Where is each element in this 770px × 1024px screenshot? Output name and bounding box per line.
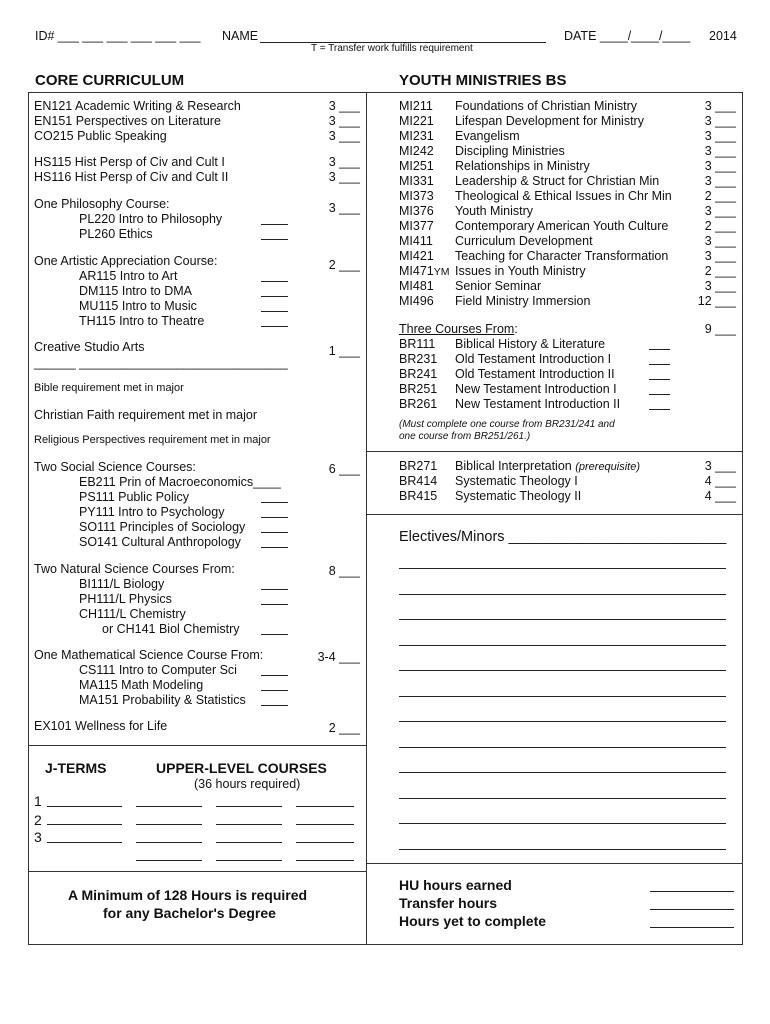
br-note-2: one course from BR251/261.) [399, 431, 531, 442]
hrs-ex101[interactable]: 2 ___ [328, 721, 360, 735]
core-upper-divider [28, 745, 367, 746]
upper-minimum-divider [28, 871, 367, 872]
ym-course-code: MI331 [399, 174, 434, 188]
center-divider [366, 92, 367, 945]
ym-course-code: MI231 [399, 129, 434, 143]
upper-field[interactable] [136, 842, 202, 843]
course-ma151: MA151 Probability & Statistics [79, 693, 246, 707]
course-ph111: PH111/L Physics [79, 592, 172, 606]
hrs-br415[interactable]: 4 ___ [704, 489, 736, 503]
hrs-artistic[interactable]: 2 ___ [328, 258, 360, 272]
br-course-check[interactable] [649, 409, 670, 410]
upper-field[interactable] [216, 824, 282, 825]
course-en151: EN151 Perspectives on Literature [34, 114, 221, 128]
ym-course-code: MI242 [399, 144, 434, 158]
br-course-name: Old Testament Introduction I [455, 352, 612, 366]
check-cs111[interactable] [261, 675, 288, 676]
hrs-br414[interactable]: 4 ___ [704, 474, 736, 488]
check-ch141[interactable] [261, 634, 288, 635]
course-ma115: MA115 Math Modeling [79, 678, 204, 692]
ym-course-name: Curriculum Development [455, 234, 593, 248]
ym-course-name: Teaching for Character Transformation [455, 249, 669, 263]
social-heading: Two Social Science Courses: [34, 460, 196, 474]
check-mu115[interactable] [261, 311, 288, 312]
artistic-heading: One Artistic Appreciation Course: [34, 254, 218, 268]
ym-course-hours[interactable]: 3 ___ [704, 159, 736, 173]
br-divider [366, 451, 743, 452]
ym-course-hours[interactable]: 2 ___ [704, 189, 736, 203]
hu-hours-label: HU hours earned [399, 877, 512, 893]
hrs-co215[interactable]: 3 ___ [328, 129, 360, 143]
course-py111: PY111 Intro to Psychology [79, 505, 225, 519]
br-course-code: BR251 [399, 382, 438, 396]
check-pl220[interactable] [261, 224, 288, 225]
course-th115: TH115 Intro to Theatre [79, 314, 205, 328]
elective-line[interactable] [399, 568, 726, 569]
elective-line[interactable] [399, 696, 726, 697]
check-ps111[interactable] [261, 502, 288, 503]
course-mu115: MU115 Intro to Music [79, 299, 197, 313]
upper-field[interactable] [296, 806, 354, 807]
ym-course-code: MI251 [399, 159, 434, 173]
upper-field[interactable] [296, 860, 354, 861]
hrs-philosophy[interactable]: 3 ___ [328, 201, 360, 215]
ym-course-code-base: MI471 [399, 264, 434, 278]
br-note-1: (Must complete one course from BR231/241 and [399, 419, 615, 430]
hrs-hs115[interactable]: 3 ___ [328, 155, 360, 169]
br-course-check[interactable] [649, 349, 670, 350]
course-hs115: HS115 Hist Persp of Civ and Cult I [34, 155, 225, 169]
ym-course-name: Evangelism [455, 129, 520, 143]
course-ch141: or CH141 Biol Chemistry [102, 622, 240, 636]
id-field[interactable]: ID# ___ ___ ___ ___ ___ ___ [35, 29, 201, 43]
ym-course-name: Discipling Ministries [455, 144, 565, 158]
hrs-en121[interactable]: 3 ___ [328, 99, 360, 113]
philosophy-heading: One Philosophy Course: [34, 197, 170, 211]
br271-prereq: (prerequisite) [575, 461, 641, 473]
ym-course-name: Relationships in Ministry [455, 159, 590, 173]
core-title: CORE CURRICULUM [35, 72, 185, 89]
course-en121: EN121 Academic Writing & Research [34, 99, 241, 113]
ym-course-name: Leadership & Struct for Christian Min [455, 174, 660, 188]
ym-course-name: Senior Seminar [455, 279, 542, 293]
ym-course-code: MI373 [399, 189, 434, 203]
elective-line[interactable] [399, 645, 726, 646]
minimum-line2: for any Bachelor's Degree [103, 905, 276, 921]
creative-heading: Creative Studio Arts [34, 340, 145, 354]
br-course-code: BR111 [399, 337, 436, 351]
code-br415: BR415 [399, 489, 438, 503]
course-pl260: PL260 Ethics [79, 227, 153, 241]
elective-line[interactable] [399, 670, 726, 671]
check-bi111[interactable] [261, 589, 288, 590]
upper-field[interactable] [216, 860, 282, 861]
left-border [28, 92, 29, 945]
right-border [742, 92, 743, 945]
check-ar115[interactable] [261, 281, 288, 282]
hrs-en151[interactable]: 3 ___ [328, 114, 360, 128]
course-br271 [455, 459, 640, 473]
br-course-check[interactable] [649, 364, 670, 365]
elective-line[interactable] [399, 823, 726, 824]
ym-course-name: Foundations of Christian Ministry [455, 99, 638, 113]
ym-course-hours[interactable]: 12 ___ [697, 294, 736, 308]
hu-hours-field[interactable] [650, 891, 734, 892]
ym-course-code: MI221 [399, 114, 434, 128]
jterm-1-field[interactable] [47, 806, 122, 807]
upper-field[interactable] [136, 860, 202, 861]
br-course-code: BR231 [399, 352, 438, 366]
transfer-hours-label: Transfer hours [399, 895, 498, 911]
ym-course-code: MI211 [399, 99, 433, 113]
br271-name: Biblical Interpretation [455, 459, 572, 473]
ym-course-hours[interactable]: 3 ___ [704, 129, 736, 143]
br-course-check[interactable] [649, 394, 670, 395]
br-course-name: New Testament Introduction II [455, 397, 621, 411]
elective-line[interactable] [399, 619, 726, 620]
course-ps111: PS111 Public Policy [79, 490, 190, 504]
ym-course-hours[interactable]: 3 ___ [704, 99, 736, 113]
ym-course-code [399, 264, 450, 278]
upper-field[interactable] [136, 806, 202, 807]
check-so111[interactable] [261, 532, 288, 533]
hrs-hs116[interactable]: 3 ___ [328, 170, 360, 184]
elective-line[interactable] [399, 721, 726, 722]
check-ma115[interactable] [261, 690, 288, 691]
ym-course-hours[interactable]: 2 ___ [704, 219, 736, 233]
code-br271: BR271 [399, 459, 438, 473]
upper-field[interactable] [296, 824, 354, 825]
course-ch111: CH111/L Chemistry [79, 607, 186, 621]
ym-course-code: MI496 [399, 294, 434, 308]
ym-course-hours[interactable]: 3 ___ [704, 279, 736, 293]
hrs-social[interactable]: 6 ___ [328, 462, 360, 476]
hrs-creative[interactable]: 1 ___ [328, 344, 360, 358]
check-pl260[interactable] [261, 239, 288, 240]
transfer-hours-field[interactable] [650, 909, 734, 910]
bottom-rule [28, 944, 743, 945]
check-py111[interactable] [261, 517, 288, 518]
course-ar115: AR115 Intro to Art [79, 269, 178, 283]
elective-line[interactable] [399, 798, 726, 799]
br-course-name: Biblical History & Literature [455, 337, 606, 351]
elective-line[interactable] [399, 772, 726, 773]
name-label: NAME [222, 29, 259, 43]
ym-course-name: Youth Ministry [455, 204, 534, 218]
top-rule [28, 92, 743, 93]
course-so141: SO141 Cultural Anthropology [79, 535, 241, 549]
ym-course-code-suffix: YM [433, 266, 450, 278]
ym-course-hours[interactable]: 3 ___ [704, 249, 736, 263]
electives-divider [366, 514, 743, 515]
natural-heading: Two Natural Science Courses From: [34, 562, 235, 576]
course-dm115: DM115 Intro to DMA [79, 284, 193, 298]
ym-course-hours[interactable]: 3 ___ [704, 114, 736, 128]
jterm-2-field[interactable] [47, 824, 122, 825]
code-br414: BR414 [399, 474, 438, 488]
check-ph111[interactable] [261, 604, 288, 605]
totals-divider [366, 863, 743, 864]
ym-course-code: MI481 [399, 279, 434, 293]
br-course-check[interactable] [649, 379, 670, 380]
br-course-name: New Testament Introduction I [455, 382, 617, 396]
br-course-code: BR261 [399, 397, 438, 411]
ym-course-hours[interactable]: 3 ___ [704, 234, 736, 248]
course-pl220: PL220 Intro to Philosophy [79, 212, 223, 226]
ym-course-hours[interactable]: 2 ___ [704, 264, 736, 278]
ym-course-hours[interactable]: 3 ___ [704, 174, 736, 188]
course-hs116: HS116 Hist Persp of Civ and Cult II [34, 170, 229, 184]
upper-field[interactable] [136, 824, 202, 825]
jterm-1-num: 1 [34, 793, 42, 809]
br-course-code: BR241 [399, 367, 438, 381]
ym-course-name: Theological & Ethical Issues in Chr Min [455, 189, 672, 203]
ym-course-code: MI411 [399, 234, 433, 248]
three-courses-label: Three Courses From [399, 322, 515, 336]
course-cs111: CS111 Intro to Computer Sci [79, 663, 237, 677]
upper-title: UPPER-LEVEL COURSES [156, 760, 327, 776]
jterm-3-field[interactable] [47, 842, 122, 843]
christian-note: Christian Faith requirement met in major [34, 408, 257, 422]
ym-course-code: MI376 [399, 204, 434, 218]
creative-blank[interactable]: ______ ______________________________ [34, 356, 288, 370]
upper-field[interactable] [216, 806, 282, 807]
upper-subtitle: (36 hours required) [194, 777, 301, 791]
ym-course-code: MI421 [399, 249, 434, 263]
check-so141[interactable] [261, 547, 288, 548]
hrs-br271[interactable]: 3 ___ [704, 459, 736, 473]
minimum-line1: A Minimum of 128 Hours is required [68, 887, 308, 903]
course-eb211: EB211 Prin of Macroeconomics____ [79, 475, 281, 489]
ym-course-name: Contemporary American Youth Culture [455, 219, 669, 233]
hrs-three-courses[interactable]: 9 ___ [704, 322, 736, 336]
three-courses-heading [399, 322, 518, 336]
course-bi111: BI111/L Biology [79, 577, 165, 591]
electives-title: Electives/Minors ___________________________ [399, 529, 727, 545]
course-br414: Systematic Theology I [455, 474, 578, 488]
course-co215: CO215 Public Speaking [34, 129, 167, 143]
upper-field[interactable] [296, 842, 354, 843]
date-field[interactable]: DATE ____/____/____ [564, 29, 691, 43]
hours-yet-label: Hours yet to complete [399, 913, 547, 929]
transfer-note: T = Transfer work fulfills requirement [311, 43, 473, 54]
course-br415: Systematic Theology II [455, 489, 582, 503]
elective-line[interactable] [399, 747, 726, 748]
jterm-3-num: 3 [34, 829, 42, 845]
ym-course-name: Field Ministry Immersion [455, 294, 591, 308]
hours-yet-field[interactable] [650, 927, 734, 928]
elective-line[interactable] [399, 849, 726, 850]
ym-title: YOUTH MINISTRIES BS [399, 72, 567, 89]
religious-note: Religious Perspectives requirement met in major [34, 434, 271, 446]
ym-course-code: MI377 [399, 219, 434, 233]
check-th115[interactable] [261, 326, 288, 327]
check-ma151[interactable] [261, 705, 288, 706]
course-ex101: EX101 Wellness for Life [34, 719, 168, 733]
ym-course-name: Lifespan Development for Ministry [455, 114, 644, 128]
year: 2014 [709, 29, 737, 43]
br-course-name: Old Testament Introduction II [455, 367, 615, 381]
ym-course-name: Issues in Youth Ministry [455, 264, 586, 278]
hrs-natural[interactable]: 8 ___ [328, 564, 360, 578]
ym-course-hours[interactable]: 3 ___ [704, 204, 736, 218]
jterm-2-num: 2 [34, 812, 42, 828]
ym-course-hours[interactable]: 3 ___ [704, 144, 736, 158]
hrs-math[interactable]: 3-4 ___ [317, 650, 360, 664]
math-heading: One Mathematical Science Course From: [34, 648, 264, 662]
check-dm115[interactable] [261, 296, 288, 297]
bible-note: Bible requirement met in major [34, 382, 184, 394]
upper-field[interactable] [216, 842, 282, 843]
elective-line[interactable] [399, 594, 726, 595]
three-courses-colon: : [514, 322, 518, 336]
jterms-title: J-TERMS [45, 760, 107, 776]
course-so111: SO111 Principles of Sociology [79, 520, 246, 534]
